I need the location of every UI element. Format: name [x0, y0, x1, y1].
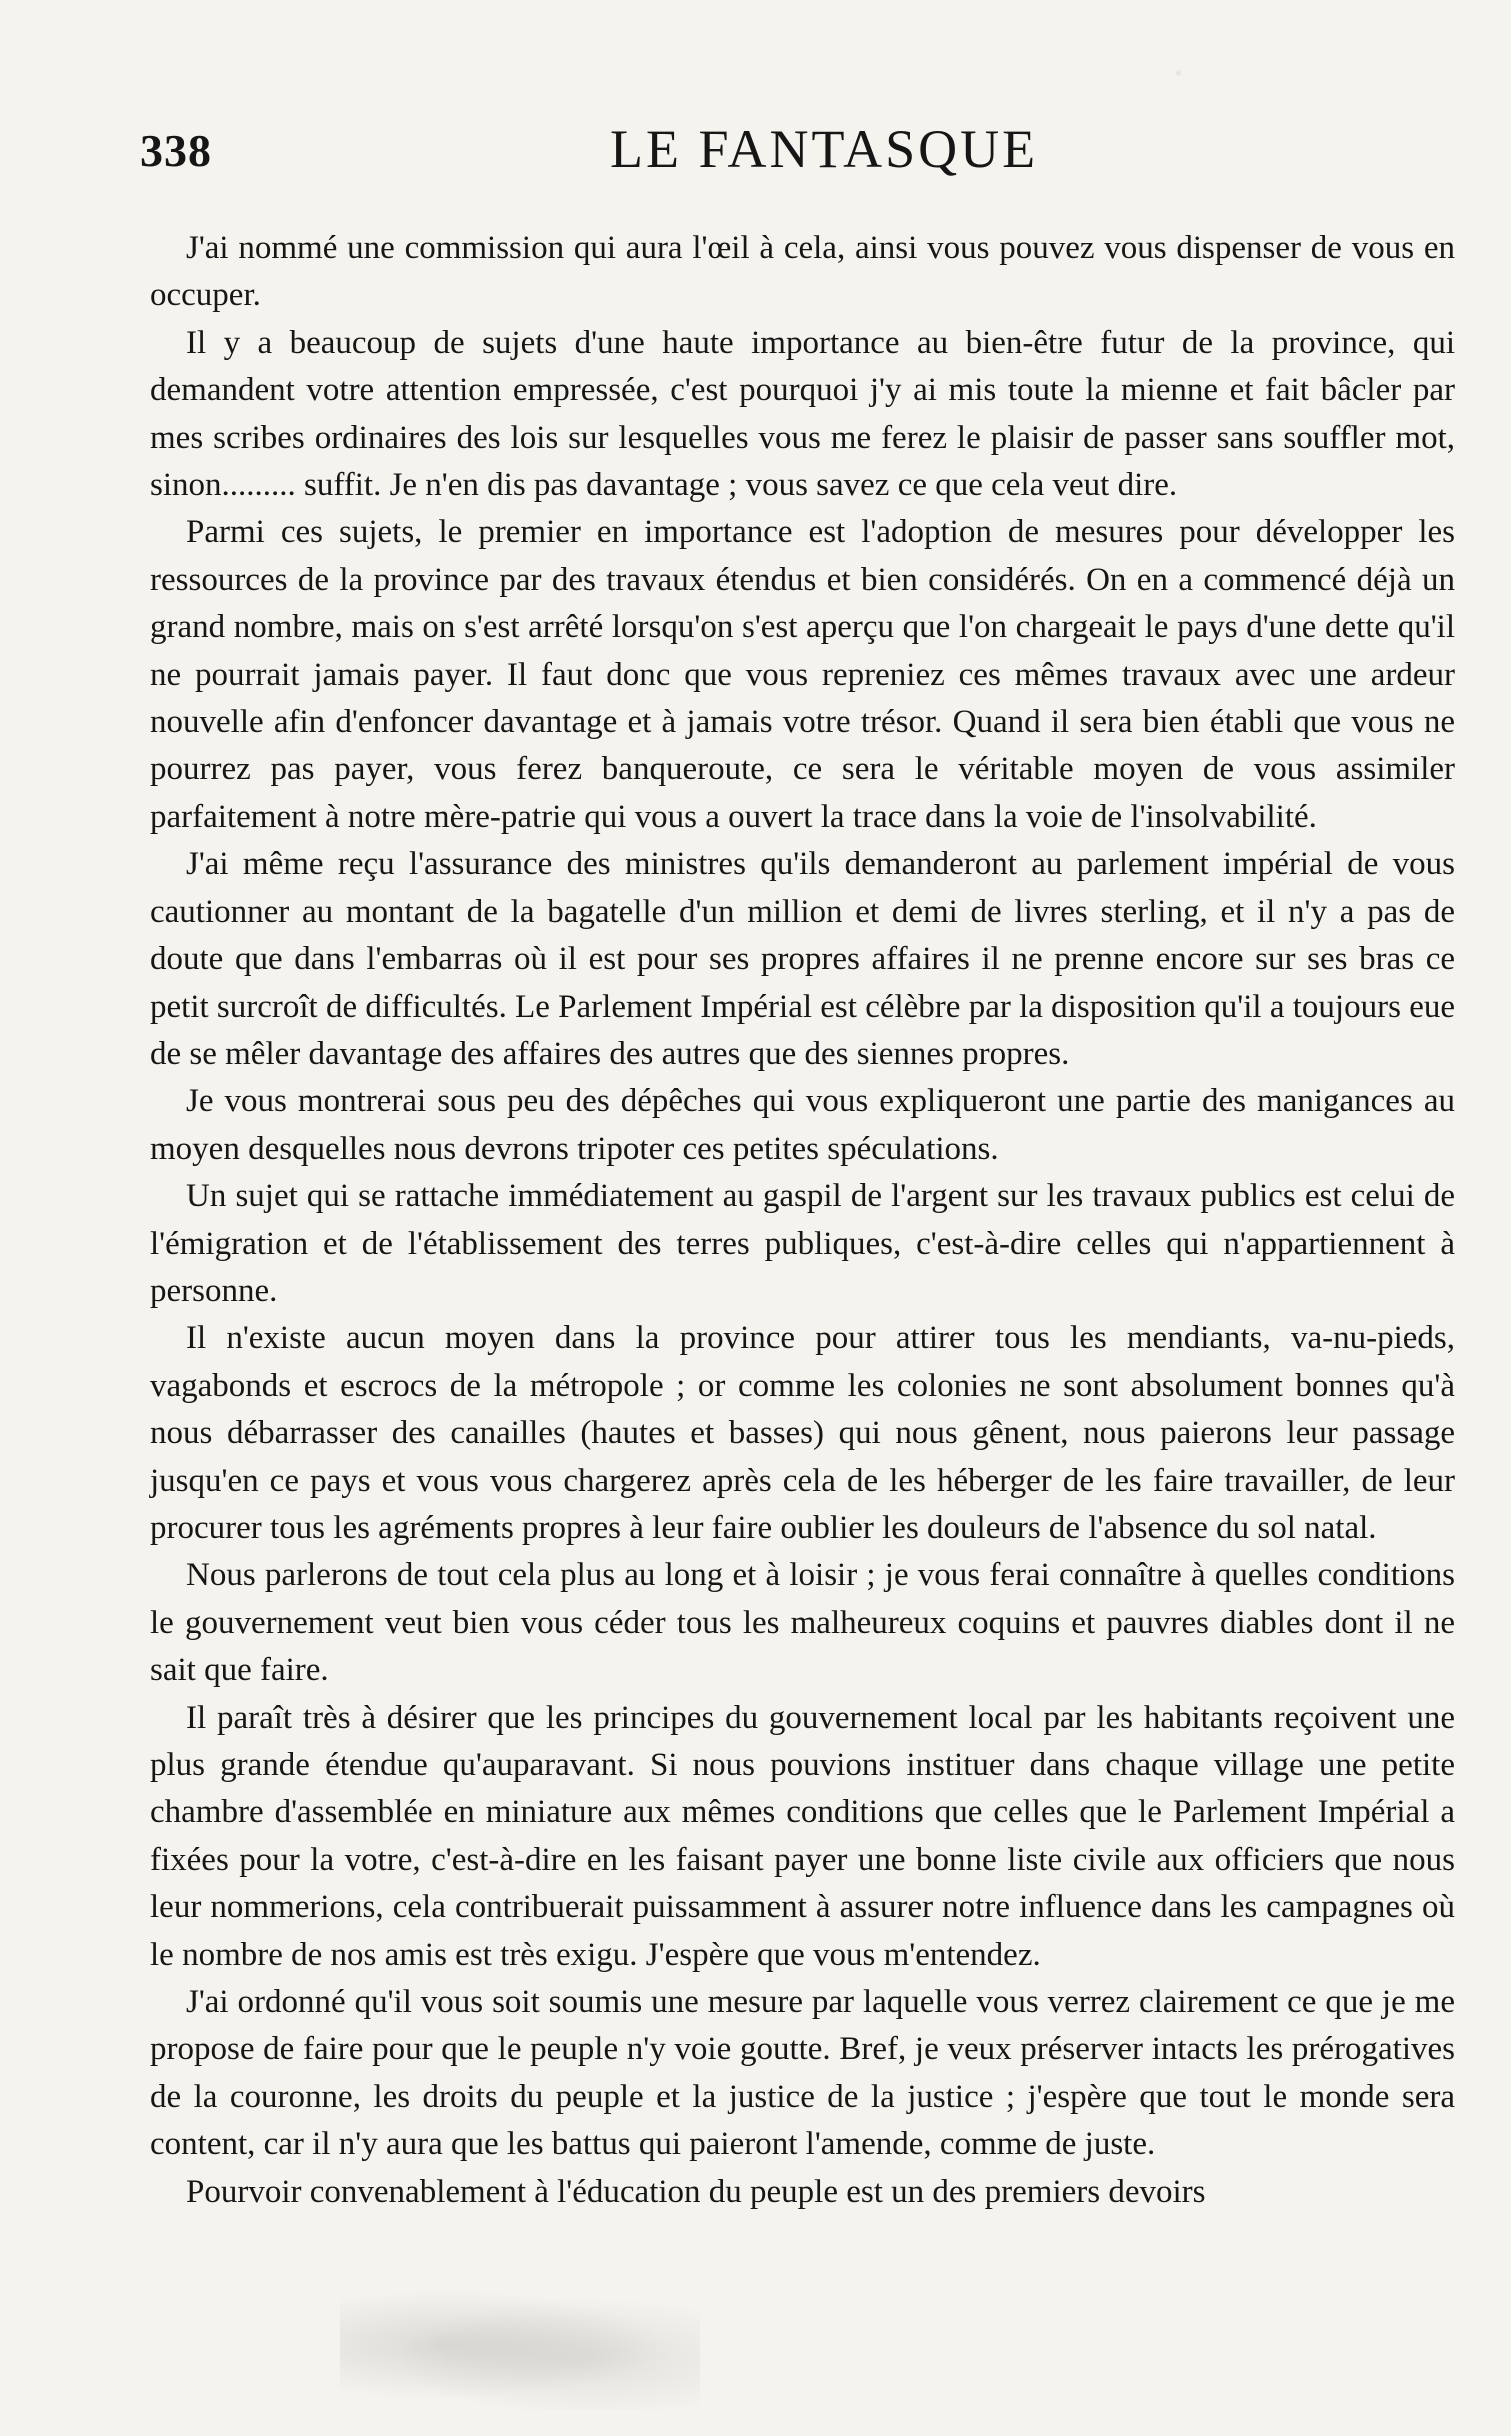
paragraph: J'ai nommé une commission qui aura l'œil à cela, ainsi vous pouvez vous dispenser de vous en occuper. [150, 230, 1455, 314]
journal-title: LE FANTASQUE [610, 119, 1039, 179]
paragraph: J'ai même reçu l'assurance des ministres qu'ils demanderont au parlement impérial de vous cautionner au montant de la bagatelle d'un million et demi de livres sterling, et il n'y a pas de doute que dans l'embarras où il est pour ses propres affaires il ne prenne encore sur ses bras ce petit surcroît de difficultés. Le Parlement Impérial est célèbre par la disposition qu'il a toujours eue de se mêler davantage des affaires des autres que des siennes propres. [150, 846, 1455, 1072]
body-text [150, 225, 1455, 2216]
paragraph: Nous parlerons de tout cela plus au long et à loisir ; je vous ferai connaître à quelles conditions le gouvernement veut bien vous céder tous les malheureux coquins et pauvres diables dont il ne sait que faire. [150, 1557, 1455, 1689]
paragraph: Je vous montrerai sous peu des dépêches qui vous expliqueront une partie des manigances au moyen desquelles nous devrons tripoter ces petites spéculations. [150, 1083, 1455, 1167]
paragraph: Pourvoir convenablement à l'éducation du peuple est un des premiers devoirs [186, 2173, 1206, 2210]
paragraph: J'ai ordonné qu'il vous soit soumis une mesure par laquelle vous verrez clairement ce que je me propose de faire pour que le peuple n'y voie goutte. Bref, je veux préserver intacts les prérogatives de la couronne, les droits du peuple et la justice de la justice ; j'espère que tout le monde sera content, car il n'y aura que les battus qui paieront l'amende, comme de juste. [150, 1984, 1455, 2163]
page-number: 338 [140, 125, 212, 176]
paragraph: Un sujet qui se rattache immédiatement au gaspil de l'argent sur les travaux publics est celui de l'émigration et de l'établissement des terres publiques, c'est-à-dire celles qui n'appartiennent à personne. [150, 1178, 1455, 1309]
paragraph: Il paraît très à désirer que les principes du gouvernement local par les habitants reçoivent une plus grande étendue qu'auparavant. Si nous pouvions instituer dans chaque village une petite chambre d'assemblée en miniature aux mêmes conditions que celles que le Parlement Impérial a fixées pour la votre, c'est-à-dire en les faisant payer une bonne liste civile aux officiers que nous leur nommerions, cela contribuerait puissamment à assurer notre influence dans les campagnes où le nombre de nos amis est très exigu. J'espère que vous m'entendez. [150, 1699, 1455, 1973]
paragraph: Parmi ces sujets, le premier en importance est l'adoption de mesures pour développer les ressources de la province par des travaux étendus et bien considérés. On en a commencé déjà un grand nombre, mais on s'est arrêté lorsqu'on s'est aperçu que l'on chargeait le pays d'une dette qu'il ne pourrait jamais payer. Il faut donc que vous repreniez ces mêmes travaux avec une ardeur nouvelle afin d'enfoncer davantage et à jamais votre trésor. Quand il sera bien établi que vous ne pourrez pas payer, vous ferez banqueroute, ce sera le véritable moyen de vous assimiler parfaitement à notre mère-patrie qui vous a ouvert la trace dans la voie de l'insolvabilité. [150, 514, 1455, 835]
ink-smudge [340, 2280, 700, 2410]
running-head [140, 118, 1400, 188]
paragraph: Il y a beaucoup de sujets d'une haute importance au bien-être futur de la province, qui demandent votre attention empressée, c'est pourquoi j'y ai mis toute la mienne et fait bâcler par mes scribes ordinaires des lois sur lesquelles vous me ferez le plaisir de passer sans souffler mot, sinon......... suffit. Je n'en dis pas davantage ; vous savez ce que cela veut dire. [150, 324, 1455, 504]
paragraph: Il n'existe aucun moyen dans la province pour attirer tous les mendiants, va-nu-pieds, vagabonds et escrocs de la métropole ; or comme les colonies ne sont absolument bonnes qu'à nous débarrasser des canailles (hautes et basses) qui nous gênent, nous paierons leur passage jusqu'en ce pays et vous vous chargerez après cela de les héberger de les faire travailler, de leur procurer tous les agréments propres à leur faire oublier les douleurs de l'absence du sol natal. [150, 1320, 1455, 1546]
